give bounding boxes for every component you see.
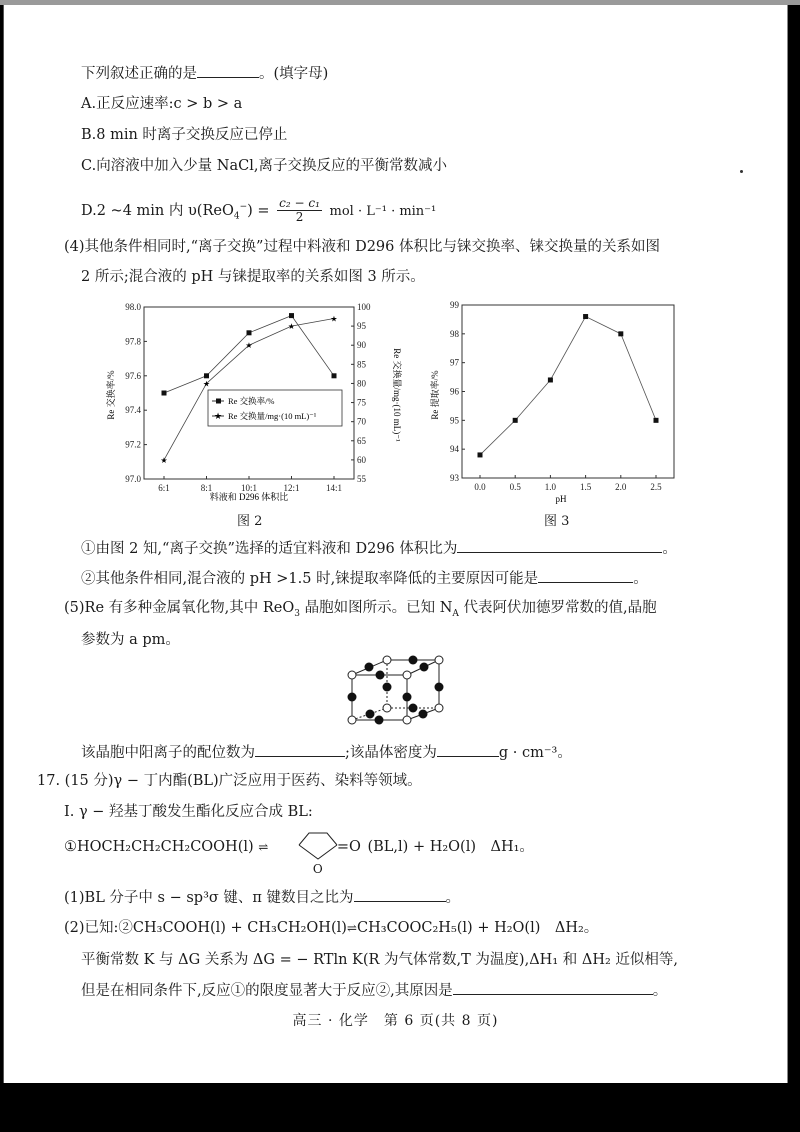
scan-speck — [740, 170, 743, 173]
svg-text:★: ★ — [213, 411, 223, 421]
svg-text:pH: pH — [555, 494, 567, 504]
reo3-unit-cell-diagram — [344, 650, 454, 730]
q5-text: 晶胞如图所示。已知 N — [300, 600, 453, 616]
option-label: A. — [81, 96, 97, 112]
svg-text:0.0: 0.0 — [474, 482, 486, 492]
option-text: 正反应速率:c > b > a — [96, 96, 243, 112]
answer-blank — [437, 742, 499, 757]
svg-text:99: 99 — [450, 300, 459, 310]
svg-text:1.0: 1.0 — [544, 482, 557, 492]
fig2-legend — [208, 390, 342, 426]
svg-text:★: ★ — [202, 379, 211, 389]
svg-text:55: 55 — [357, 474, 366, 484]
subscript: 3 — [294, 608, 300, 619]
q4-sub1 — [81, 538, 677, 559]
q17-header: 17. (15 分)γ − 丁内酯(BL)广泛应用于医药、染料等领域。 — [37, 773, 422, 789]
svg-text:6:1: 6:1 — [158, 483, 170, 493]
q5-text: 代表阿伏加德罗常数的值,晶胞 — [458, 600, 657, 616]
option-label: B. — [81, 127, 97, 143]
svg-text:80: 80 — [357, 378, 366, 389]
svg-text:70: 70 — [357, 416, 366, 427]
answer-blank — [354, 887, 446, 902]
svg-text:Re 提取率/%: Re 提取率/% — [430, 370, 440, 420]
svg-text:97.8: 97.8 — [125, 336, 141, 347]
figure-2-chart — [104, 295, 404, 510]
reaction-2-left: (2)已知:②CH₃COOH(l) + CH₃CH₂OH(l) — [64, 920, 347, 936]
svg-text:65: 65 — [357, 435, 366, 446]
subscript: A — [452, 608, 459, 619]
option-text: 向溶液中加入少量 NaCl,离子交换反应的平衡常数减小 — [96, 158, 447, 174]
superscript: − — [239, 202, 248, 212]
prompt-end: 。(填字母) — [259, 66, 329, 82]
svg-text:100: 100 — [357, 302, 371, 312]
q17-part1: Ⅰ. γ − 羟基丁酸发生酯化反应合成 BL: — [64, 804, 313, 820]
svg-text:★: ★ — [160, 455, 168, 465]
svg-text:1.5: 1.5 — [579, 482, 592, 492]
q17-1 — [64, 887, 460, 908]
svg-text:96: 96 — [450, 386, 459, 397]
svg-text:95: 95 — [357, 321, 366, 332]
svg-text:98.0: 98.0 — [125, 302, 141, 312]
q4-sub1-text: ①由图 2 知,“离子交换”选择的适宜料液和 D296 体积比为 — [81, 541, 458, 557]
option-text-mid: ) = — [247, 202, 270, 219]
exam-page — [3, 5, 788, 1083]
q5-line2: 参数为 a pm。 — [81, 632, 180, 648]
svg-text:93: 93 — [450, 473, 459, 483]
reaction-1 — [64, 837, 534, 876]
page-footer: 高三 · 化学 第 6 页(共 8 页) — [292, 1013, 499, 1029]
svg-text:95: 95 — [450, 415, 459, 426]
carbonyl: =O — [336, 839, 361, 855]
answer-blank — [255, 742, 345, 757]
svg-text:10:1: 10:1 — [240, 483, 258, 493]
question-prompt — [81, 63, 328, 84]
q4-sub2-text: ②其他条件相同,混合液的 pH >1.5 时,铼提取率降低的主要原因可能是 — [81, 571, 539, 587]
period: 。 — [662, 541, 677, 557]
q4-line1: (4)其他条件相同时,“离子交换”过程中料液和 D296 体积比与铼交换率、铼交换量的关系如图 — [64, 239, 660, 255]
option-a — [81, 94, 242, 114]
q5-ask — [81, 742, 572, 763]
period: 。 — [633, 571, 648, 587]
ring-oxygen: O — [312, 862, 323, 876]
svg-text:75: 75 — [357, 397, 366, 408]
svg-text:14:1: 14:1 — [325, 483, 343, 493]
fig3-svg — [424, 295, 694, 510]
svg-text:★: ★ — [245, 341, 253, 351]
fraction — [277, 197, 322, 224]
q4-line2: 2 所示;混合液的 pH 与铼提取率的关系如图 3 所示。 — [81, 269, 425, 285]
q5-ask-text: 该晶胞中阳离子的配位数为 — [81, 745, 255, 761]
reaction-right: (BL,l) + H₂O(l) ΔH₁。 — [367, 839, 534, 855]
subscript: 4 — [233, 211, 240, 222]
svg-text:2.5: 2.5 — [650, 482, 662, 492]
fraction-numerator: c₂ − c₁ — [279, 196, 320, 211]
fig2-svg — [104, 295, 404, 510]
svg-text:★: ★ — [330, 314, 338, 324]
svg-text:97.0: 97.0 — [125, 474, 141, 484]
svg-text:Re 交换量/mg·(10 mL)⁻¹: Re 交换量/mg·(10 mL)⁻¹ — [392, 348, 402, 442]
svg-text:97.6: 97.6 — [125, 370, 141, 381]
q5-line1 — [64, 598, 657, 624]
svg-text:97.2: 97.2 — [125, 439, 141, 450]
svg-text:90: 90 — [357, 340, 366, 351]
gamma-butyrolactone-ring — [293, 837, 363, 876]
q17-1-text: (1)BL 分子中 s − sp³σ 键、π 键数目之比为 — [64, 890, 354, 906]
figure-3-chart — [424, 295, 694, 510]
option-d — [81, 190, 436, 224]
svg-text:12:1: 12:1 — [283, 483, 300, 493]
option-label: D. — [81, 202, 97, 219]
svg-text:60: 60 — [357, 454, 366, 465]
q5-text: (5)Re 有多种金属氧化物,其中 ReO — [64, 600, 295, 616]
option-label: C. — [81, 158, 97, 174]
svg-text:97: 97 — [450, 357, 459, 368]
period: 。 — [445, 890, 461, 906]
answer-blank — [197, 63, 259, 78]
q17-2-text: 但是在相同条件下,反应①的限度显著大于反应②,其原因是 — [81, 983, 453, 999]
q17-2-line2: 平衡常数 K 与 ΔG 关系为 ΔG = − RTln K(R 为气体常数,T 为温度),ΔH₁ 和 ΔH₂ 近似相等, — [81, 952, 678, 968]
equilibrium-arrow-icon: ⇌ — [346, 921, 357, 935]
svg-text:8:1: 8:1 — [200, 483, 213, 493]
svg-text:97.4: 97.4 — [125, 405, 141, 416]
q5-ask-text: ;该晶体密度为 — [345, 745, 437, 761]
answer-blank — [453, 980, 653, 995]
period: 。 — [652, 983, 668, 999]
reaction-left: ①HOCH₂CH₂CH₂COOH(l) — [64, 839, 254, 855]
svg-text:Re 交换率/%: Re 交换率/% — [106, 370, 116, 420]
unit: g · cm⁻³。 — [498, 745, 572, 761]
svg-text:94: 94 — [450, 444, 459, 455]
q17-2-line1 — [64, 918, 598, 938]
option-text: 8 min 时离子交换反应已停止 — [96, 127, 288, 143]
svg-text:★: ★ — [287, 322, 296, 332]
equilibrium-arrow-icon: ⇌ — [258, 840, 269, 854]
q17-2-line3 — [81, 980, 667, 1001]
svg-text:2.0: 2.0 — [615, 482, 627, 492]
svg-text:料液和 D296 体积比: 料液和 D296 体积比 — [209, 492, 289, 502]
option-c — [81, 156, 447, 176]
prompt-text: 下列叙述正确的是 — [81, 66, 197, 82]
svg-text:85: 85 — [357, 359, 366, 370]
answer-blank — [538, 568, 633, 583]
svg-text:98: 98 — [450, 328, 459, 339]
fraction-denominator: 2 — [295, 210, 304, 225]
svg-text:Re 交换率/%: Re 交换率/% — [228, 396, 275, 406]
figure-3-caption: 图 3 — [544, 514, 570, 529]
option-text: 2 ~4 min 内 υ(ReO — [96, 202, 234, 219]
unit: mol · L⁻¹ · min⁻¹ — [329, 203, 437, 219]
q4-sub2 — [81, 568, 648, 589]
svg-text:0.5: 0.5 — [509, 482, 521, 492]
option-b — [81, 125, 287, 145]
answer-blank — [457, 538, 662, 553]
reaction-2-right: CH₃COOC₂H₅(l) + H₂O(l) ΔH₂。 — [356, 920, 599, 936]
svg-text:Re 交换量/mg·(10 mL)⁻¹: Re 交换量/mg·(10 mL)⁻¹ — [228, 411, 317, 421]
figure-2-caption: 图 2 — [237, 514, 263, 529]
